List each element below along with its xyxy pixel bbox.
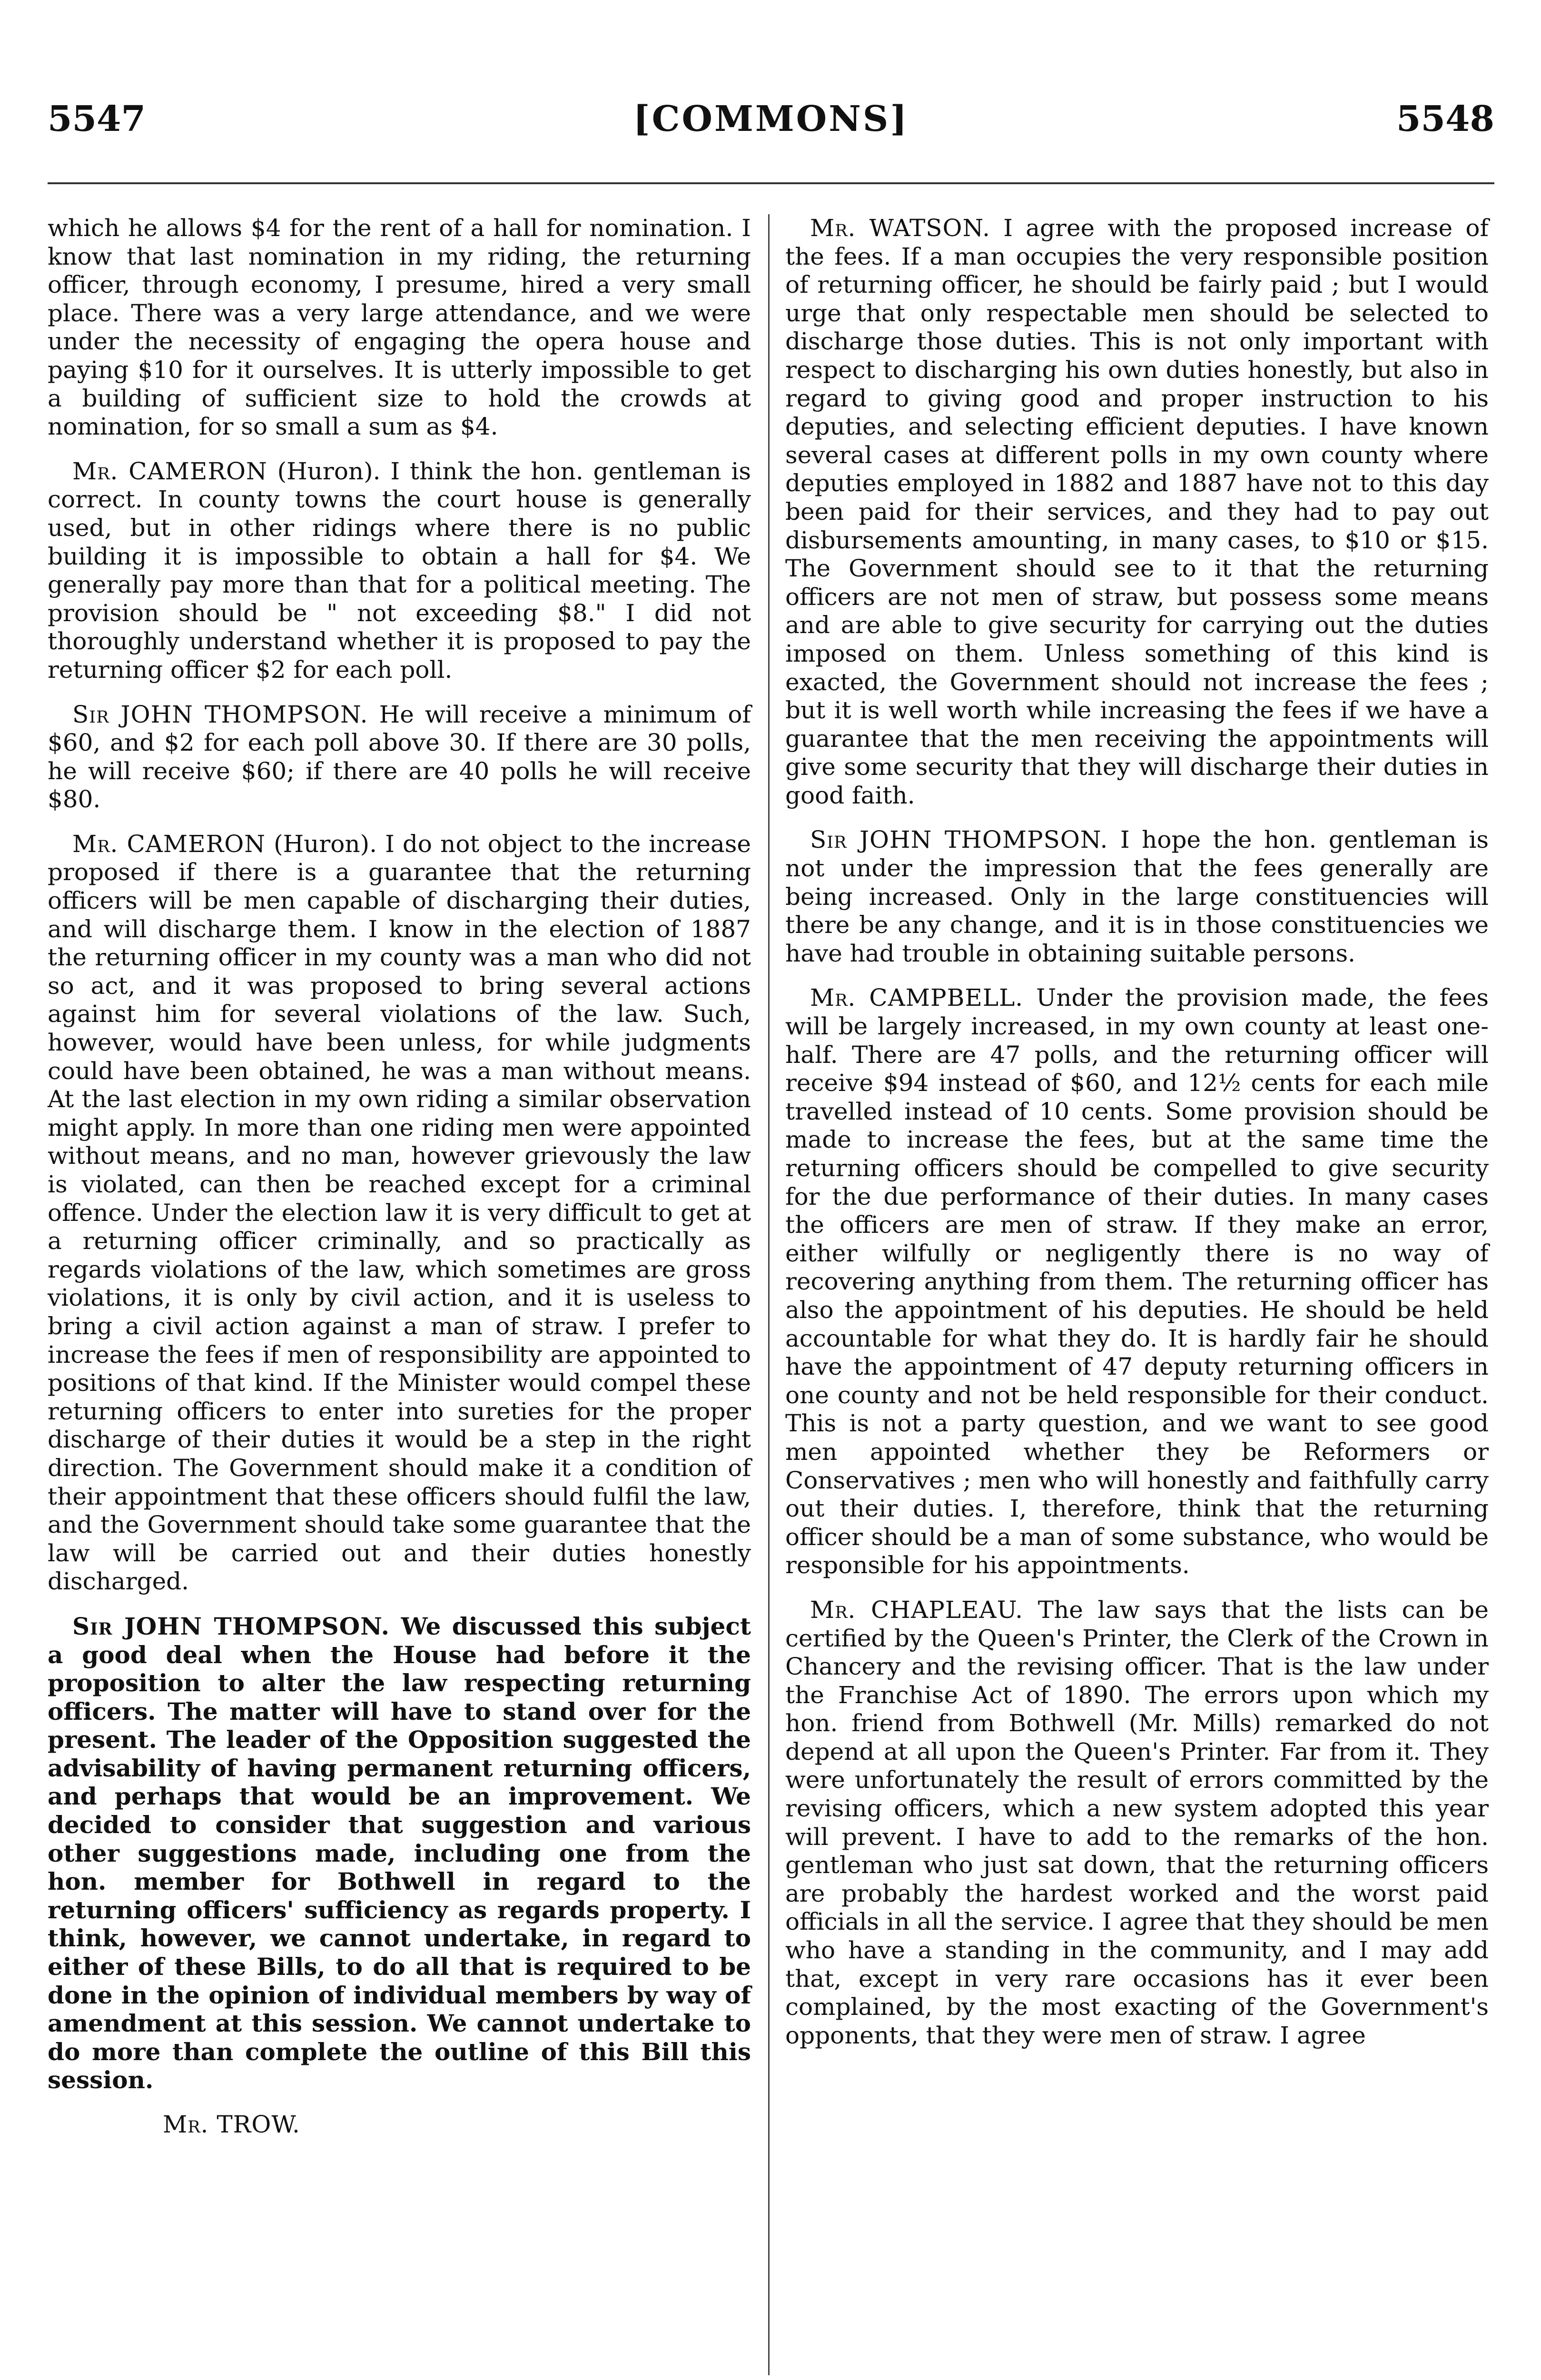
- left-column: [48, 214, 751, 2155]
- speaker-name: Mr. CAMERON: [72, 830, 266, 858]
- running-title: [COMMONS]: [633, 99, 909, 139]
- right-page-number: 5548: [1396, 99, 1494, 139]
- paragraph: Mr. CAMERON (Huron). I think the hon. gentleman is correct. In county towns the court house is generally used, but in other ridings where there is no public building it is impossible to obtain a hall for $4. We generally pay more than that for a political meeting. The provision should be " not exceeding $8." I did not thoroughly understand whether it is proposed to pay the returning officer $2 for each poll.: [48, 457, 751, 684]
- paragraph: Mr. WATSON. I agree with the proposed increase of the fees. If a man occupies the very responsible position of returning officer, he should be fairly paid ; but I would urge that only respectable men should be selected to discharge those duties. This is not only important with respect to discharging his own duties honestly, but also in regard to giving good and proper instruction to his deputies, and selecting efficient deputies. I have known several cases at different polls in my own county where deputies employed in 1882 and 1887 have not to this day been paid for their services, and they had to pay out disbursements amounting, in many cases, to $10 or $15. The Government should see to it that the returning officers are not men of straw, but possess some means and are able to give security for carrying out the duties imposed on them. Unless something of this kind is exacted, the Government should not increase the fees ; but it is well worth while increasing the fees if we have a guarantee that the men receiving the appointments will give some security that they will discharge their duties in good faith.: [785, 214, 1489, 809]
- column-divider: [768, 214, 770, 2375]
- paragraph: Sir JOHN THOMPSON. We discussed this subject a good deal when the House had before it the proposition to alter the law respecting returning officers. The matter will have to stand over for the present. The leader of the Opposition suggested the advisability of having permanent returning officers, and perhaps that would be an improvement. We decided to consider that suggestion and various other suggestions made, including one from the hon. member for Bothwell in regard to the returning officers' sufficiency as regards property. I think, however, we cannot undertake, in regard to either of these Bills, to do all that is required to be done in the opinion of individual members by way of amendment at this session. We cannot undertake to do more than complete the outline of this Bill this session.: [48, 1612, 751, 2094]
- speaker-name: Mr. WATSON.: [810, 214, 990, 242]
- catchword: Mr. TROW.: [163, 2111, 300, 2138]
- paragraph: Sir JOHN THOMPSON. I hope the hon. gentleman is not under the impression that the fees generally are being increased. Only in the large constituencies will there be any change, and it is in those constituencies we have had trouble in obtaining suitable persons.: [785, 826, 1489, 967]
- left-page-number: 5547: [48, 99, 146, 139]
- page-header: [48, 98, 1494, 150]
- speaker-name: Mr. CHAPLEAU.: [810, 1596, 1024, 1624]
- paragraph: which he allows $4 for the rent of a hall for nomination. I know that last nomination in my riding, the returning officer, through economy, I presume, hired a very small place. There was a very large attendance, and we were under the necessity of engaging the opera house and paying $10 for it ourselves. It is utterly impossible to get a building of sufficient size to hold the crowds at nomination, for so small a sum as $4.: [48, 214, 751, 441]
- speaker-name: Sir JOHN THOMPSON.: [72, 700, 368, 728]
- paragraph: Mr. CAMERON (Huron). I do not object to the increase proposed if there is a guarantee that the returning officers will be men capable of discharging their duties, and will discharge them. I know in the election of 1887 the returning officer in my county was a man who did not so act, and it was proposed to bring several actions against him for several violations of the law. Such, however, would have been unless, for while judgments could have been obtained, he was a man without means. At the last election in my own riding a similar observation might apply. In more than one riding men were appointed without means, and no man, however grievously the law is violated, can then be reached except for a criminal offence. Under the election law it is very difficult to get at a returning officer criminally, and so practically as regards violations of the law, which sometimes are gross violations, it is only by civil action, and it is useless to bring a civil action against a man of straw. I prefer to increase the fees if men of responsibility are appointed to positions of that kind. If the Minister would compel these returning officers to enter into sureties for the proper discharge of their duties it would be a step in the right direction. The Government should make it a condition of their appointment that these officers should fulfil the law, and the Government should take some guarantee that the law will be carried out and their duties honestly discharged.: [48, 830, 751, 1596]
- header-rule: [48, 182, 1494, 184]
- paragraph: Mr. CHAPLEAU. The law says that the lists can be certified by the Queen's Printer, the Clerk of the Crown in Chancery and the revising officer. That is the law under the Franchise Act of 1890. The errors upon which my hon. friend from Bothwell (Mr. Mills) remarked do not depend at all upon the Queen's Printer. Far from it. They were unfortunately the result of errors committed by the revising officers, which a new system adopted this year will prevent. I have to add to the remarks of the hon. gentleman who just sat down, that the returning officers are probably the hardest worked and the worst paid officials in all the service. I agree that they should be men who have a standing in the community, and I may add that, except in very rare occasions has it ever been complained, by the most exacting of the Government's opponents, that they were men of straw. I agree: [785, 1596, 1489, 2049]
- paragraph: Mr. CAMPBELL. Under the provision made, the fees will be largely increased, in my own county at least one-half. There are 47 polls, and the returning officer will receive $94 instead of $60, and 12½ cents for each mile travelled instead of 10 cents. Some provision should be made to increase the fees, but at the same time the returning officers should be compelled to give security for the due performance of their duties. In many cases the officers are men of straw. If they make an error, either wilfully or negligently there is no way of recovering anything from them. The returning officer has also the appointment of his deputies. He should be held accountable for what they do. It is hardly fair he should have the appointment of 47 deputy returning officers in one county and not be held responsible for their conduct. This is not a party question, and we want to see good men appointed whether they be Reformers or Conservatives ; men who will honestly and faithfully carry out their duties. I, therefore, think that the returning officer should be a man of some substance, who would be responsible for his appointments.: [785, 984, 1489, 1579]
- speaker-name: Mr. CAMERON: [72, 457, 267, 485]
- right-column: [785, 214, 1489, 2066]
- speaker-name: Mr. CAMPBELL.: [810, 984, 1024, 1012]
- paragraph: Sir JOHN THOMPSON. He will receive a minimum of $60, and $2 for each poll above 30. If there are 30 polls, he will receive $60; if there are 40 polls he will receive $80.: [48, 700, 751, 813]
- speaker-name: Sir JOHN THOMPSON.: [72, 1612, 390, 1640]
- speaker-name: Sir JOHN THOMPSON.: [810, 826, 1108, 854]
